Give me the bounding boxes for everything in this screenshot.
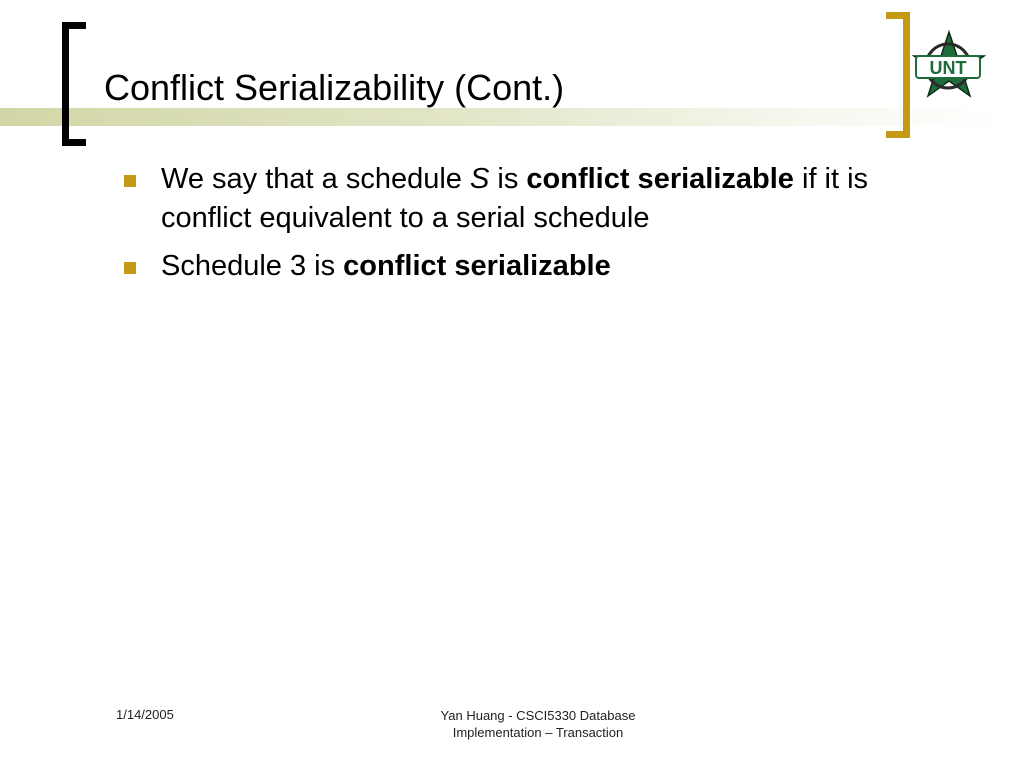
bullet-1-italic-s: S: [469, 163, 490, 195]
bullet-1-bold: conflict serializable: [526, 163, 794, 195]
bullet-1-text-1: We say that a schedule: [161, 163, 470, 195]
bullet-item-2: [124, 247, 924, 286]
footer-center: [400, 707, 676, 741]
bullet-list: [124, 160, 924, 295]
bullet-2-bold: conflict serializable: [343, 250, 611, 282]
right-bracket-decoration: [886, 12, 910, 138]
slide-title: Conflict Serializability (Cont.): [104, 67, 565, 108]
footer-line-2: Implementation – Transaction: [452, 725, 624, 740]
bullet-marker-icon: [124, 262, 136, 274]
left-bracket-decoration: [62, 22, 86, 146]
footer-line-1: Yan Huang - CSCI5330 Database: [440, 708, 636, 723]
bullet-1-text-3: if it is conflict equivalent to a serial schedule: [161, 163, 869, 234]
bullet-1-text-2: is: [489, 163, 527, 195]
logo-text: UNT: [929, 58, 967, 78]
footer-date: 1/14/2005: [116, 707, 174, 722]
bullet-marker-icon: [124, 175, 136, 187]
unt-logo-icon: [910, 30, 988, 108]
title-band: [0, 108, 1000, 126]
bullet-2-text-1: Schedule 3 is: [161, 250, 344, 282]
bullet-item-1: [124, 160, 924, 238]
